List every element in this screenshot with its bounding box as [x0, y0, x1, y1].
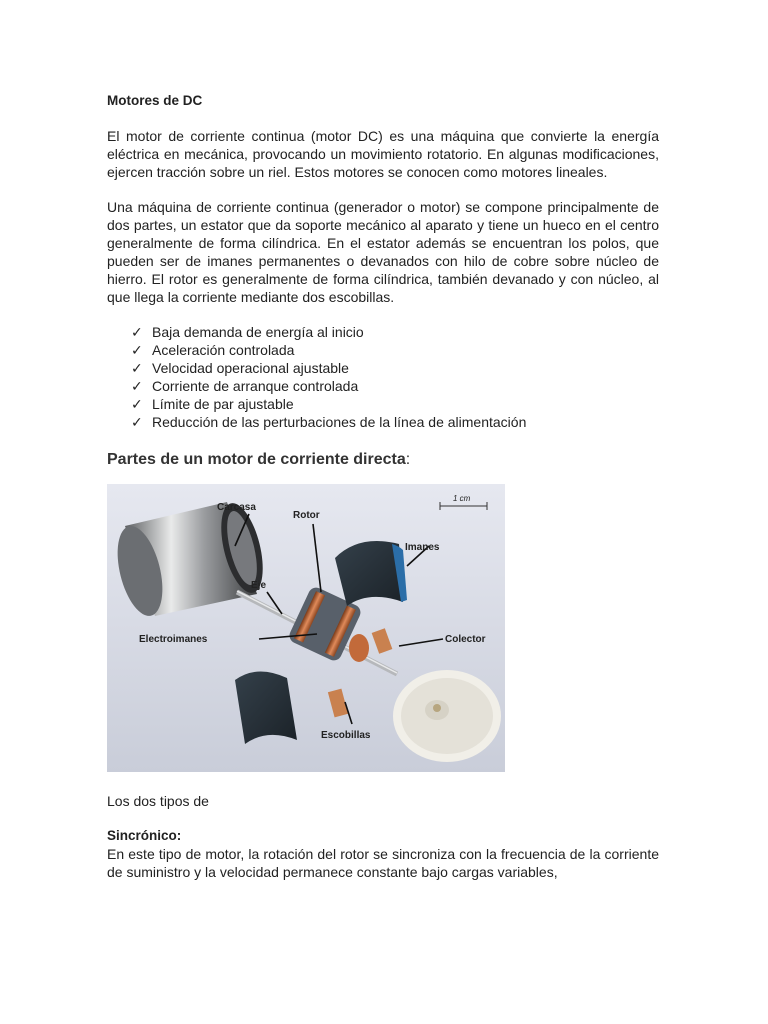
document-title: Motores de DC [107, 93, 203, 108]
label-escobillas: Escobillas [321, 730, 371, 741]
list-item-text: Reducción de las perturbaciones de la línea de alimentación [152, 414, 527, 430]
list-item-text: Límite de par ajustable [152, 396, 294, 412]
label-imanes: Imanes [405, 542, 440, 553]
structure-paragraph: Una máquina de corriente continua (generador o motor) se compone principalmente de dos partes, un estator que da soporte mecánico al aparato y tiene un hueco en el centro generalmente de forma cilíndrica. En el estator además se encuentran los polos, que pueden ser de imanes permanentes o devanados con hilo de cobre sobre núcleo de hierro. El rotor es generalmente de forma cilíndrica, también devanado y con núcleo, al que llega la corriente mediante dos escobillas. [107, 199, 659, 305]
label-rotor: Rotor [293, 510, 320, 521]
parts-heading-colon: : [405, 451, 411, 468]
document-content [107, 92, 659, 881]
list-item [131, 395, 659, 413]
list-item-text: Corriente de arranque controlada [152, 378, 359, 394]
list-item [131, 341, 659, 359]
list-item-text: Baja demanda de energía al inicio [152, 324, 364, 340]
checkmark-icon: ✓ [131, 360, 143, 376]
parts-heading-text: Partes de un motor de corriente directa [107, 451, 406, 468]
scale-label: 1 cm [453, 494, 471, 503]
list-item-text: Velocidad operacional ajustable [152, 360, 349, 376]
advantages-list [107, 323, 659, 431]
list-item [131, 377, 659, 395]
checkmark-icon: ✓ [131, 342, 143, 358]
label-carcasa: Carcasa [217, 502, 256, 513]
synchronous-paragraph: En este tipo de motor, la rotación del rotor se sincroniza con la frecuencia de la corriente de suministro y la velocidad permanece constante bajo cargas variables, [107, 846, 659, 880]
types-line: Los dos tipos de [107, 793, 209, 809]
label-eje: Eje [251, 580, 267, 591]
checkmark-icon: ✓ [131, 414, 143, 430]
list-item [131, 323, 659, 341]
label-colector: Colector [445, 634, 486, 645]
list-item [131, 359, 659, 377]
motor-parts-illustration [107, 484, 505, 772]
list-item [131, 413, 659, 431]
motor-parts-photo [107, 484, 505, 772]
checkmark-icon: ✓ [131, 378, 143, 394]
list-item-text: Aceleración controlada [152, 342, 295, 358]
checkmark-icon: ✓ [131, 324, 143, 340]
label-electroimanes: Electroimanes [139, 634, 208, 645]
intro-paragraph: El motor de corriente continua (motor DC) es una máquina que convierte la energía eléctrica en mecánica, provocando un movimiento rotatorio. En algunas modificaciones, ejercen tracción sobre un riel. Estos motores se conocen como motores lineales. [107, 128, 659, 180]
end-cap-shape [393, 670, 501, 762]
synchronous-heading: Sincrónico: [107, 828, 182, 843]
parts-heading [107, 449, 659, 471]
checkmark-icon: ✓ [131, 396, 143, 412]
